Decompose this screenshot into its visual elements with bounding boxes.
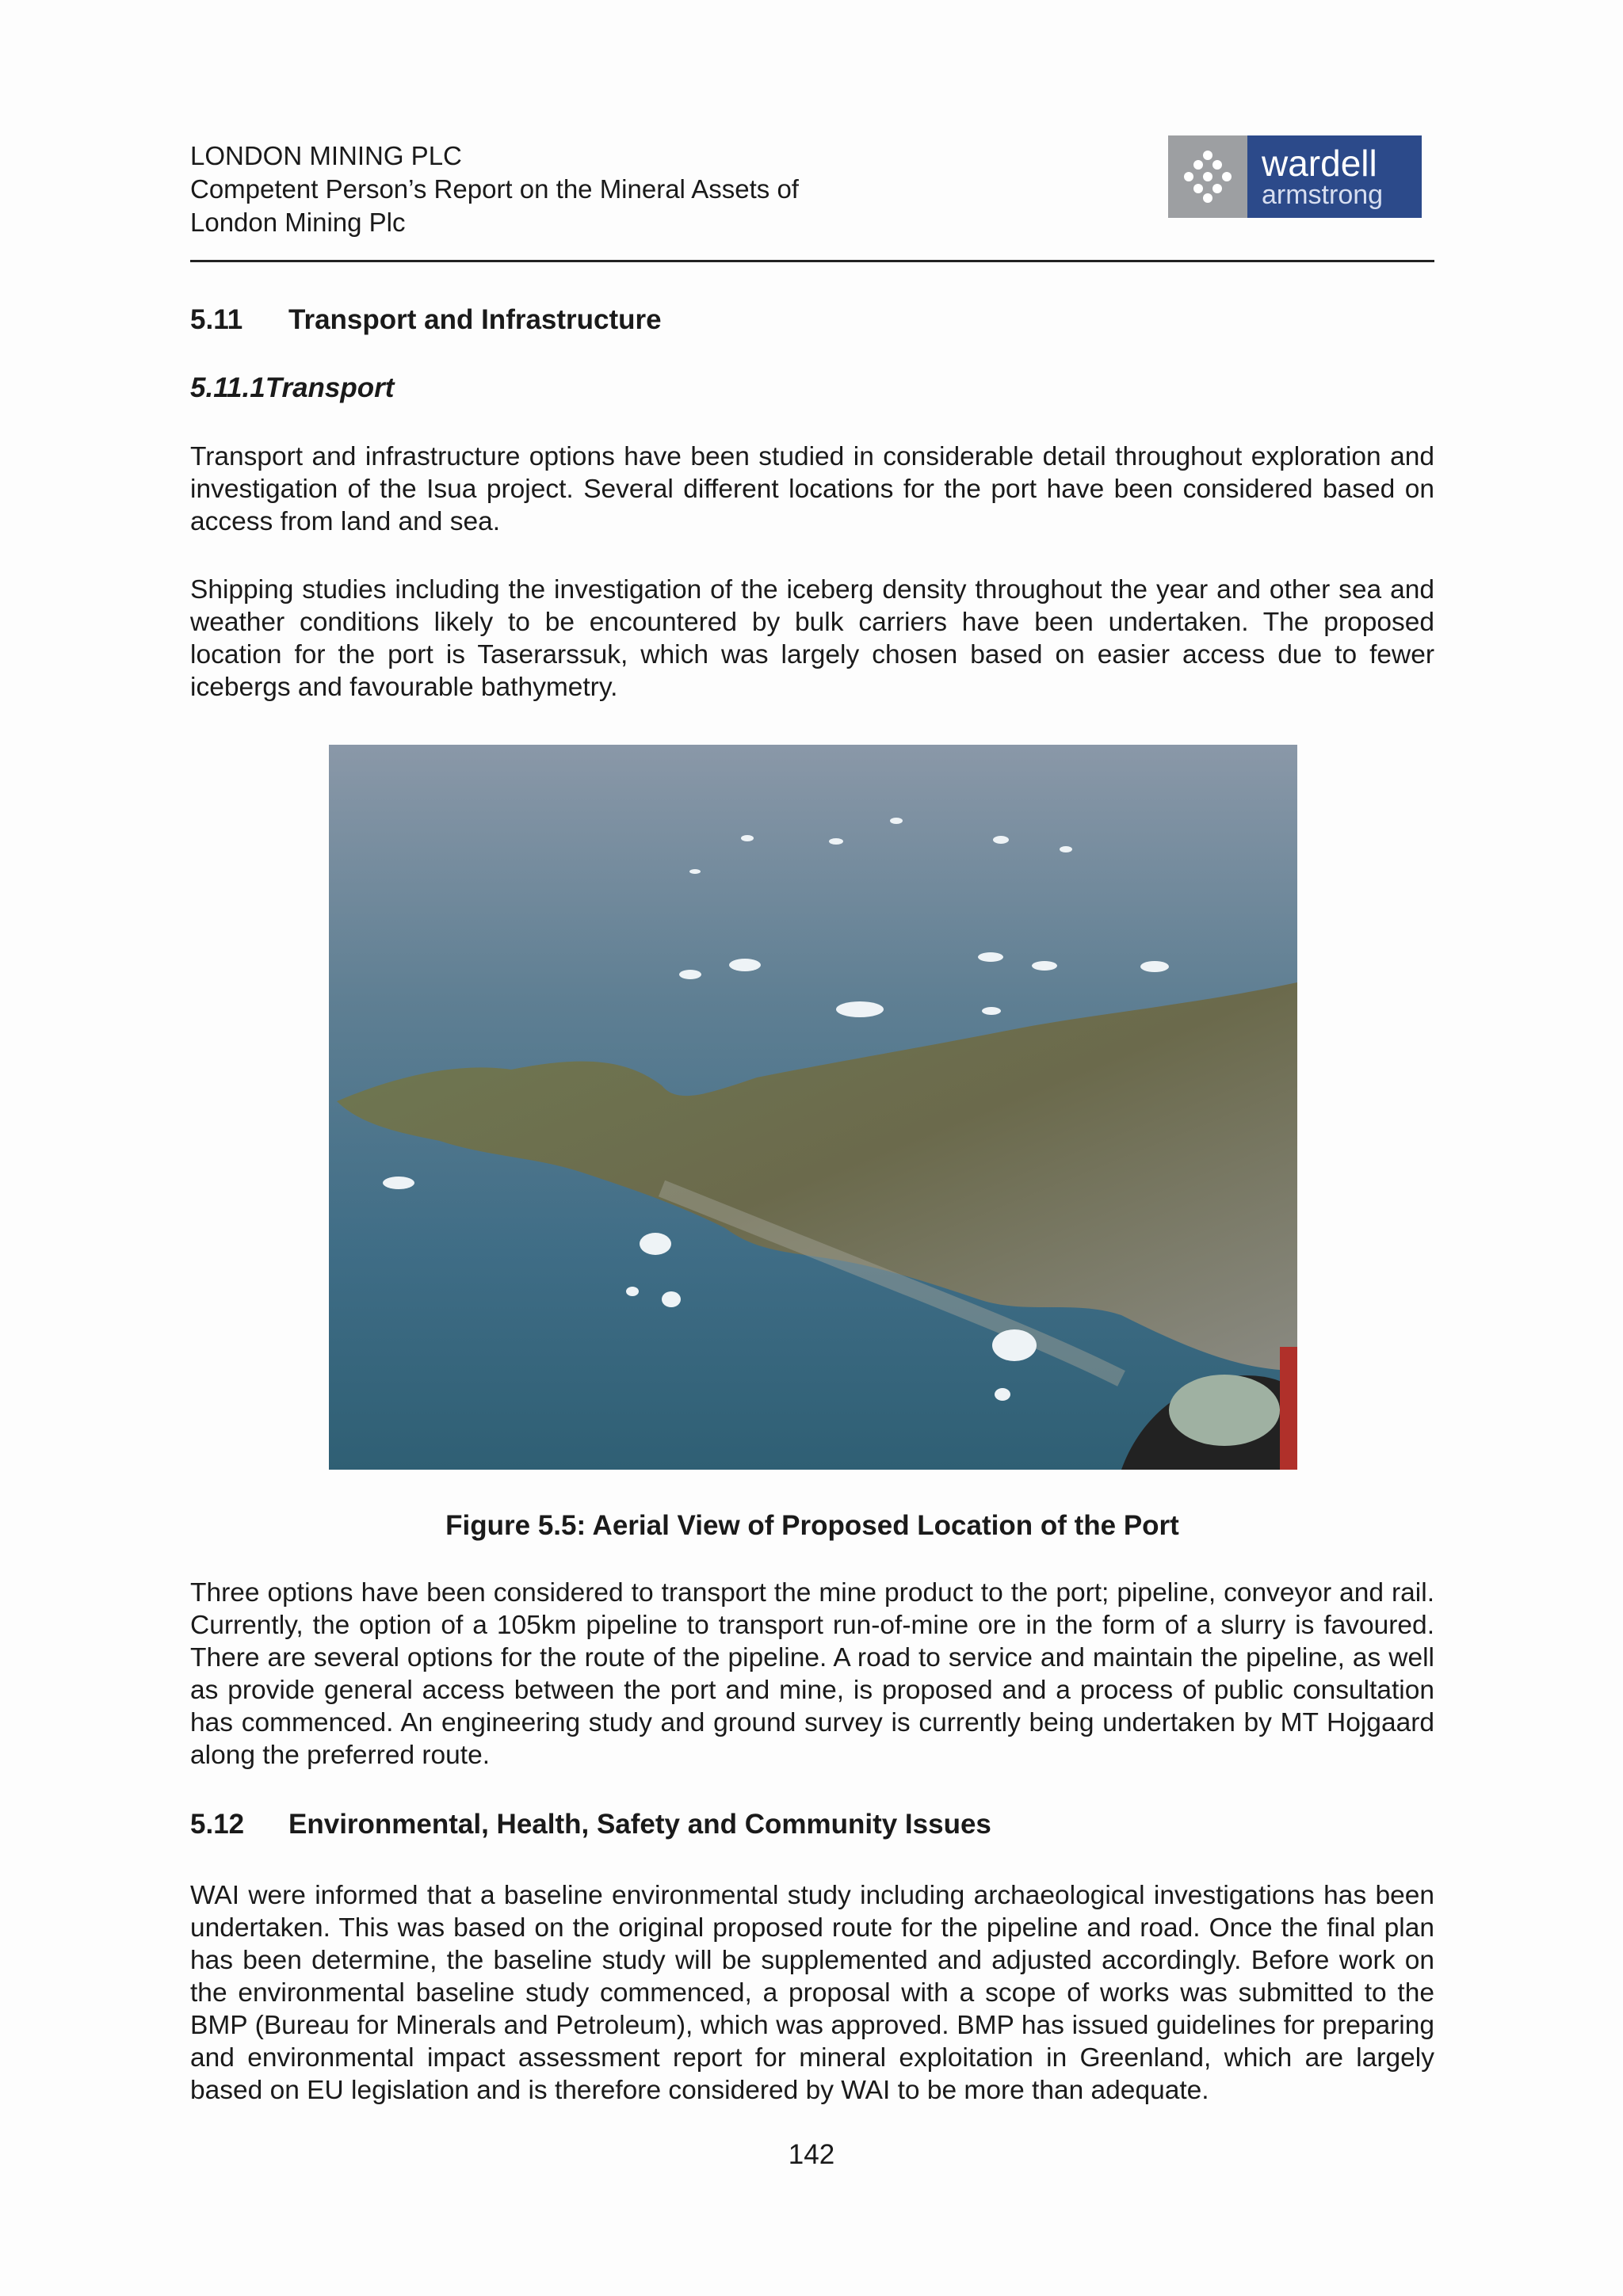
wardell-armstrong-logo xyxy=(1168,135,1422,218)
paragraph-environmental-study: WAI were informed that a baseline environmental study including archaeological investigations has been undertaken. This was based on the original proposed route for the pipeline and road. Once the final plan has been determine, the baseline study will be supplemented and adjusted accordingly. Before work on the environmental baseline study commenced, a proposal with a scope of works was submitted to the BMP (Bureau for Minerals and Petroleum), which was approved. BMP has issued guidelines for preparing and environmental impact assessment report for mineral exploitation in Greenland, which are largely based on EU legislation and is therefore considered by WAI to be more than adequate. xyxy=(190,1881,1434,2105)
subsection-heading-5-11-1 xyxy=(190,372,394,404)
aircraft-float xyxy=(1169,1375,1280,1446)
section-heading-5-11 xyxy=(190,304,662,336)
header-report-title: Competent Person’s Report on the Mineral Assets of xyxy=(190,174,799,204)
header-divider xyxy=(190,260,1434,262)
section-number: 5.12 xyxy=(190,1809,245,1840)
document-header xyxy=(190,139,799,239)
paragraph-transport-options: Transport and infrastructure options have been studied in considerable detail throughout exploration and investigation of the Isua project. Several different locations for the port have been considered based on access from land and sea. xyxy=(190,442,1434,536)
aerial-photo-illustration xyxy=(329,745,1297,1470)
section-title: Environmental, Health, Safety and Community Issues xyxy=(288,1809,991,1840)
logo-word-armstrong: armstrong xyxy=(1262,180,1384,210)
aircraft-red-strut xyxy=(1280,1347,1297,1470)
section-number: 5.11 xyxy=(190,304,243,335)
subsection-number: 5.11.1 xyxy=(190,372,265,403)
paragraph-pipeline-options: Three options have been considered to transport the mine product to the port; pipeline, conveyor and rail. Currently, the option of a 105km pipeline to transport run-of-mine ore in the form of a slurry is favoured. There are several options for the route of the pipeline. A road to service and maintain the pipeline, as well as provide general access between the port and mine, is proposed and a process of public consultation has commenced. An engineering study and ground survey is currently being undertaken by MT Hojgaard along the preferred route. xyxy=(190,1578,1434,1770)
subsection-title: Transport xyxy=(265,372,395,403)
header-company: LONDON MINING PLC xyxy=(190,141,462,170)
header-report-subject: London Mining Plc xyxy=(190,208,406,237)
aerial-photo-port-location xyxy=(329,745,1297,1470)
page-number: 142 xyxy=(788,2139,835,2170)
paragraph-shipping-studies: Shipping studies including the investigation of the iceberg density throughout the year and other sea and weather conditions likely to be encountered by bulk carriers have been undertaken. The proposed location for the port is Taserarssuk, which was largely chosen based on easier access due to fewer icebergs and favourable bathymetry. xyxy=(190,575,1434,702)
section-title: Transport and Infrastructure xyxy=(288,304,662,335)
logo-wordmark xyxy=(1247,135,1422,218)
logo-word-wardell: wardell xyxy=(1262,143,1377,184)
section-heading-5-12 xyxy=(190,1809,991,1840)
figure-caption: Figure 5.5: Aerial View of Proposed Location of the Port xyxy=(445,1510,1179,1541)
logo-diamond-icon xyxy=(1168,135,1247,218)
